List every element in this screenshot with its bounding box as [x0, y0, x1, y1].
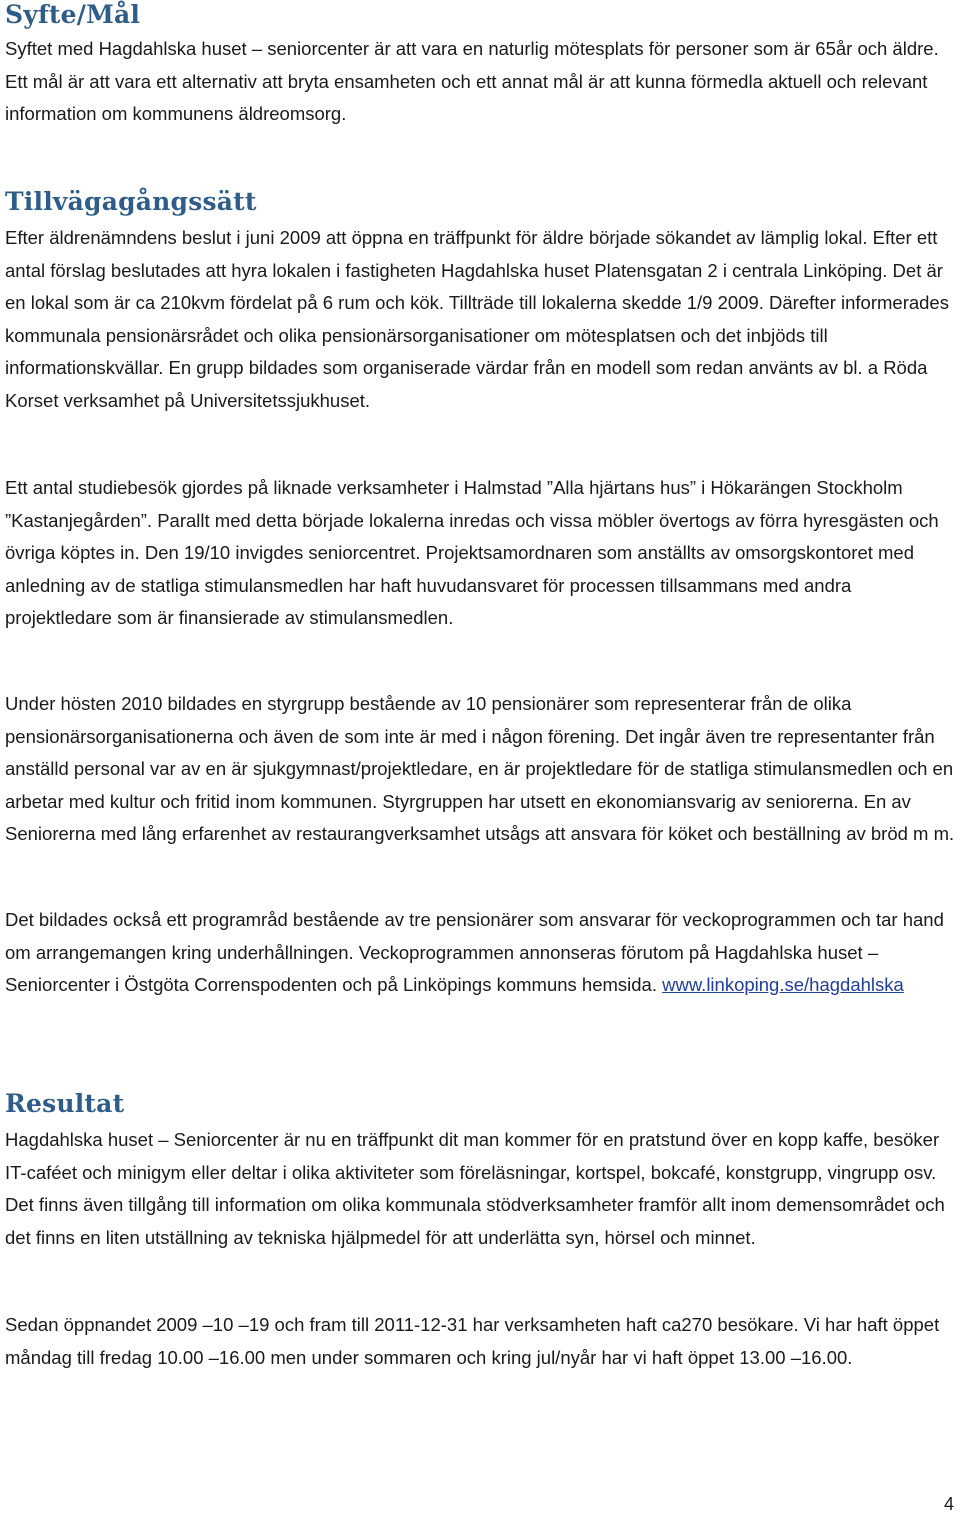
paragraph-tillvagagangssatt-2: Ett antal studiebesök gjordes på liknade verksamheter i Halmstad ”Alla hjärtans hus” i Hökarängen Stockholm ”Kastanjegården”. Parallt med detta började lokalerna inredas och vissa möbler övertogs av förra hyresgästen och övriga köptes in. Den 19/10 invigdes seniorcentret. Projektsamordnaren som anställts av omsorgskontoret med anledning av de statliga stimulansmedlen har haft huvudansvaret för processen tillsammans med andra projektledare som är finansierade av stimulansmedlen.: [5, 477, 939, 629]
section-title-tillvagagangssatt: Tillvägagångssätt: [5, 187, 257, 216]
paragraph-tillvagagangssatt-4: [5, 904, 960, 1002]
page-number: 4: [943, 1494, 954, 1514]
paragraph-resultat-1: Hagdahlska huset – Seniorcenter är nu en träffpunkt dit man kommer för en pratstund över en kopp kaffe, besöker IT-caféet och minigym eller deltar i olika aktiviteter som föreläsningar, kortspel, bokcafé, konstgrupp, vingrupp osv. Det finns även tillgång till information om olika kommunala stödverksamheter framför allt inom demensområdet och det finns en liten utställning av tekniska hjälpmedel för att underlätta syn, hörsel och minnet.: [5, 1129, 945, 1248]
paragraph-tillvagagangssatt-4-text: Det bildades också ett programråd bestående av tre pensionärer som ansvarar för veckoprogrammen och tar hand om arrangemangen kring underhållningen. Veckoprogrammen annonseras förutom på Hagdahlska huset – Seniorcenter i Östgöta Correnspodenten och på Linköpings kommuns hemsida.: [5, 909, 944, 996]
paragraph-tillvagagangssatt-3: Under hösten 2010 bildades en styrgrupp bestående av 10 pensionärer som representerar från de olika pensionärsorganisationerna och även de som inte är med i någon förening. Det ingår även tre representanter från anställd personal var av en är sjukgymnast/projektledare, en är projektledare för de statliga stimulansmedlen och en arbetar med kultur och fritid inom kommunen. Styrgruppen har utsett en ekonomiansvarig av seniorerna. En av Seniorerna med lång erfarenhet av restaurangverksamhet utsågs att ansvara för köket och beställning av bröd m m.: [5, 693, 955, 845]
paragraph-resultat-2: Sedan öppnandet 2009 –10 –19 och fram till 2011-12-31 har verksamheten haft ca270 besökare. Vi har haft öppet måndag till fredag 10.00 –16.00 men under sommaren och kring jul/nyår har vi haft öppet 13.00 –16.00.: [5, 1314, 940, 1368]
hagdahlska-link[interactable]: www.linkoping.se/hagdahlska: [662, 974, 904, 996]
section-title-syfte: Syfte/Mål: [5, 0, 141, 29]
paragraph-tillvagagangssatt-1: Efter äldrenämndens beslut i juni 2009 att öppna en träffpunkt för äldre började sökandet av lämplig lokal. Efter ett antal förslag beslutades att hyra lokalen i fastigheten Hagdahlska huset Platensgatan 2 i centrala Linköping. Det är en lokal som är ca 210kvm fördelat på 6 rum och kök. Tillträde till lokalerna skedde 1/9 2009. Därefter informerades kommunala pensionärsrådet och olika pensionärsorganisationer om mötesplatsen och det inbjöds till informationskvällar. En grupp bildades som organiserade värdar från en modell som redan använts av bl. a Röda Korset verksamhet på Universitetssjukhuset.: [5, 227, 949, 411]
section-title-resultat: Resultat: [5, 1089, 125, 1118]
paragraph-syfte: Syftet med Hagdahlska huset – seniorcenter är att vara en naturlig mötesplats för personer som är 65år och äldre. Ett mål är att vara ett alternativ att bryta ensamheten och ett annat mål är att kunna förmedla aktuell och relevant information om kommunens äldreomsorg.: [5, 38, 939, 125]
